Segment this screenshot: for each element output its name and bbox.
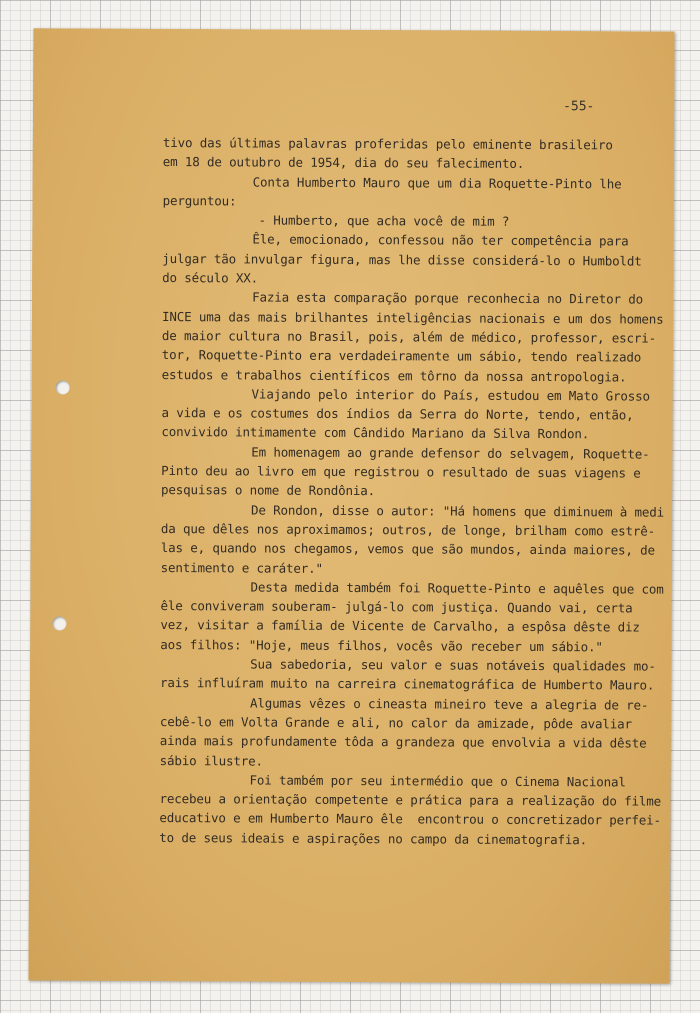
text-line: - Humberto, que acha você de mim ? [258,212,510,230]
text-line: Viajando pelo interior do País, estudou em Mato Grosso [251,386,650,404]
text-line: Conta Humberto Mauro que um dia Roquette-Pinto lhe [252,174,622,192]
text-line: to de seus ideais e aspirações no campo da cinematografia. [159,829,588,847]
text-line: INCE uma das mais brilhantes inteligências nacionais e um dos homens [161,308,664,327]
text-line: em 18 de outubro de 1954, dia do seu falecimento. [162,154,525,172]
text-line: cebê-lo em Volta Grande e ali, no calor da amizade, pôde avaliar [159,713,632,732]
text-line: las e, quando nos chegamos, vemos que são mundos, ainda maiores, de [160,540,655,558]
text-line: Algumas vêzes o cineasta mineiro teve a alegria de re- [249,695,649,713]
text-line: estudos e trabalhos científicos em tôrno da nossa antropologia. [161,366,627,384]
punch-hole-bottom [52,616,66,630]
text-line: vez, visitar a família de Vicente de Carvalho, a espôsa dêste diz [160,617,640,635]
text-line: de maior cultura no Brasil, pois, além de médico, professor, escri- [161,327,657,346]
text-line: da que dêles nos aproximamos; outros, de longe, brilham como estrê- [160,520,656,539]
punch-hole-top [56,380,70,394]
text-line: pesquisas o nome de Rondônia. [161,482,376,499]
body-text [159,133,673,850]
text-line: a vida e os costumes dos índios da Serra do Norte, tendo, então, [161,405,634,423]
text-line: rais influíram muito na carreira cinematográfica de Humberto Mauro. [160,675,655,693]
text-line: Êle, emocionado, confessou não ter competência para [252,231,629,249]
text-line: Em homenagem ao grande defensor do selvagem, Roquette- [251,444,650,462]
text-line: tor, Roquette-Pinto era verdadeiramente um sábio, tendo realizado [161,347,642,365]
text-line: sábio ilustre. [159,752,263,769]
text-line: Pinto deu ao livro em que registrou o resultado de suas viagens e [161,463,641,481]
text-line: tivo das últimas palavras proferidas pelo eminente brasileiro [162,135,613,153]
text-line: Foi também por seu intermédio que o Cinema Nacional [249,772,626,790]
text-line: Fazia esta comparação porque reconhecia no Diretor do [252,289,644,307]
text-line: De Rondon, disse o autor: "Há homens que diminuem à medi [250,502,665,520]
page-number: -55- [563,99,595,115]
text-line: educativo e em Humberto Mauro êle encontrou o concretizador perfei- [159,810,661,829]
text-line: aos filhos: "Hoje, meus filhos, vocês vão receber um sábio." [160,636,603,655]
text-line: Sua sabedoria, seu valor e suas notáveis qualidades mo- [250,656,656,674]
text-line: sentimento e caráter." [160,559,323,576]
text-line: ainda mais profundamente tôda a grandeza que envolvia a vida dêste [159,733,647,751]
text-line: recebeu a orientação competente e prática para a realização do filme [159,791,662,809]
text-line: julgar tão invulgar figura, mas lhe disse considerá-lo o Humboldt [162,250,642,269]
typewritten-page [29,28,675,983]
text-line: do século XX. [162,270,259,286]
text-line: Desta medida também foi Roquette-Pinto e aquêles que com [250,579,664,597]
text-line: convivido intimamente com Cândido Mariano da Silva Rondon. [161,424,590,442]
text-line: perguntou: [162,192,237,209]
text-line: êle conviveram souberam- julgá-lo com justiça. Quando vai, certa [160,598,633,616]
